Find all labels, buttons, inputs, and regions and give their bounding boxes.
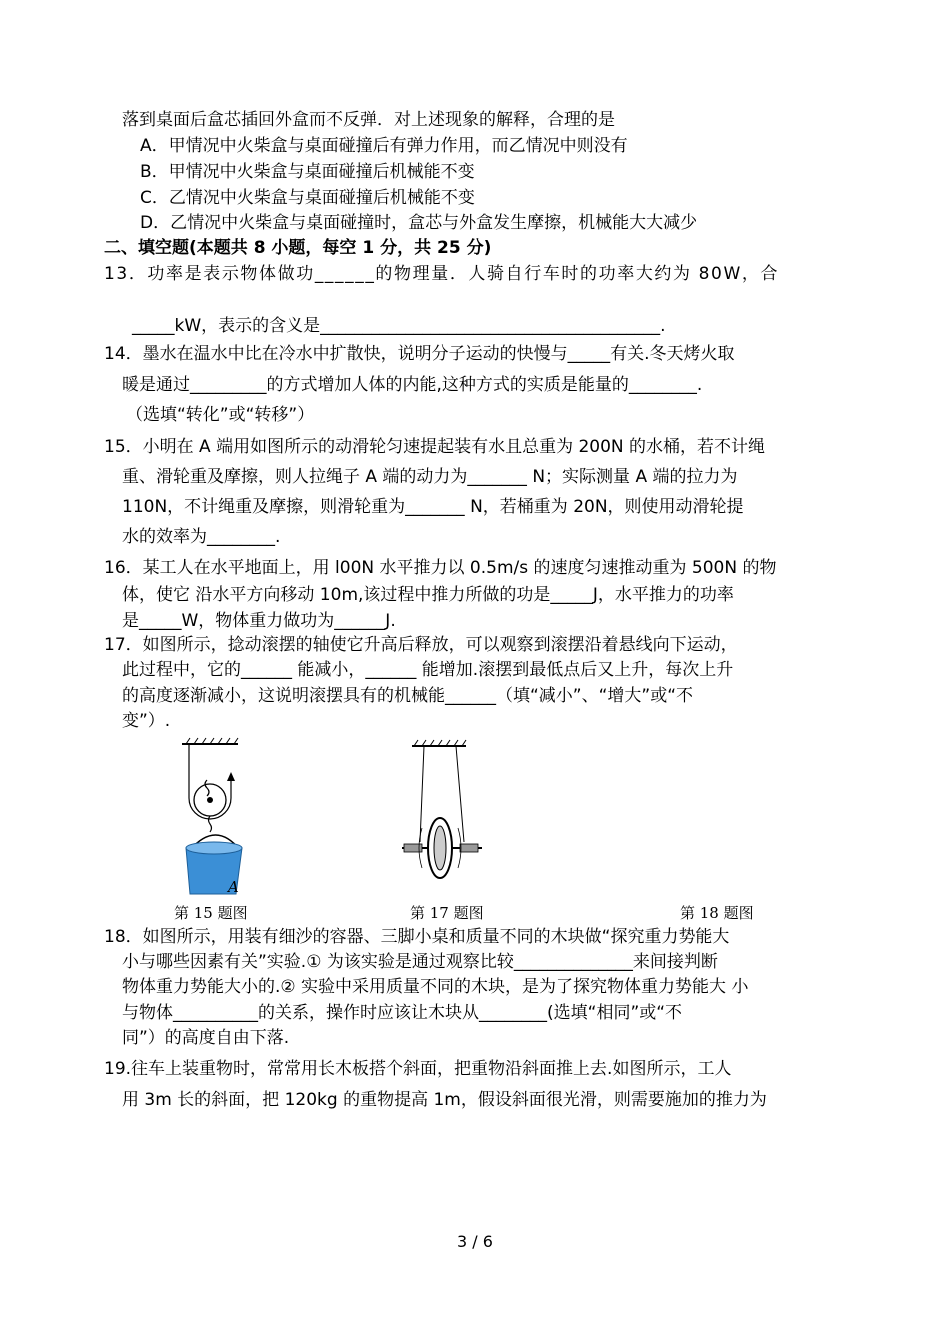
question-18: 18．如图所示，用装有细沙的容器、三脚小桌和质量不同的木块做“探究重力势能大 (104, 927, 730, 947)
maxwell-pendulum-figure (400, 738, 490, 888)
question-17-line: 的高度逐渐减小，这说明滚摆具有的机械能______（填“减小”、“增大”或“不 (122, 686, 694, 706)
question-15-line: 重、滑轮重及摩擦，则人拉绳子 A 端的动力为_______ N；实际测量 A 端的拉力为 (122, 467, 738, 487)
question-16-line: 体，使它 沿水平方向移动 10m,该过程中推力所做的功是_____J，水平推力的功率 (122, 585, 734, 605)
option-c: C．乙情况中火柴盒与桌面碰撞后机械能不变 (140, 188, 475, 208)
question-16-line: 是_____W，物体重力做功为______J. (122, 611, 396, 631)
fig17-caption: 第 17 题图 (410, 904, 484, 922)
question-19: 19.往车上装重物时，常常用长木板搭个斜面，把重物沿斜面推上去.如图所示，工人 (104, 1059, 732, 1079)
question-13: 13．功率是表示物体做功______的物理量．人骑自行车时的功率大约为 80W，合 (104, 264, 780, 284)
question-17-line: 此过程中，它的______ 能减小，______ 能增加.滚摆到最低点后又上升，每次上升 (122, 660, 734, 680)
question-14: 14．墨水在温水中比在冷水中扩散快，说明分子运动的快慢与_____有关.冬天烤火取 (104, 344, 735, 364)
question-18-line: 物体重力势能大小的.② 实验中采用质量不同的木块，是为了探究物体重力势能大 小 (122, 977, 749, 997)
question-18-line: 小与哪些因素有关”实验.① 为该实验是通过观察比较______________来间接判断 (122, 952, 718, 972)
question-14-line: （选填“转化”或“转移”） (126, 405, 315, 425)
fig18-caption: 第 18 题图 (680, 904, 754, 922)
option-d: D．乙情况中火柴盒与桌面碰撞时，盒芯与外盒发生摩擦，机械能大大减少 (140, 213, 698, 233)
question-13-line: _____kW，表示的含义是________________________________________. (132, 316, 666, 336)
question-18-line: 同”）的高度自由下落. (122, 1028, 290, 1048)
question-14-line: 暖是通过_________的方式增加人体的内能,这种方式的实质是能量的________. (122, 375, 703, 395)
question-17: 17．如图所示，捻动滚摆的轴使它升高后释放，可以观察到滚摆沿着悬线向下运动， (104, 635, 738, 655)
text-line: 落到桌面后盒芯插回外盒而不反弹．对上述现象的解释，合理的是 (122, 110, 615, 130)
question-15: 15．小明在 A 端用如图所示的动滑轮匀速提起装有水且总重为 200N 的水桶，若不计绳 (104, 437, 766, 457)
fig15-caption: 第 15 题图 (174, 904, 248, 922)
question-15-line: 水的效率为________. (122, 527, 281, 547)
page-number: 3 / 6 (457, 1232, 493, 1251)
question-17-line: 变”）. (122, 711, 171, 731)
option-b: B．甲情况中火柴盒与桌面碰撞后机械能不变 (140, 162, 475, 182)
question-15-line: 110N，不计绳重及摩擦，则滑轮重为_______ N，若桶重为 20N，则使用动滑轮提 (122, 497, 744, 517)
question-18-line: 与物体__________的关系，操作时应该让木块从________(选填“相同”或“不 (122, 1003, 683, 1023)
question-19-line: 用 3m 长的斜面，把 120kg 的重物提高 1m，假设斜面很光滑，则需要施加的推力为 (122, 1090, 767, 1110)
section-heading: 二、填空题(本题共 8 小题，每空 1 分，共 25 分) (104, 238, 492, 258)
fig15-label: A (228, 878, 239, 896)
option-a: A．甲情况中火柴盒与桌面碰撞后有弹力作用，而乙情况中则没有 (140, 136, 628, 156)
question-16: 16．某工人在水平地面上，用 l00N 水平推力以 0.5m/s 的速度匀速推动重为 500N 的物 (104, 558, 777, 578)
pulley-bucket-figure (176, 736, 266, 896)
